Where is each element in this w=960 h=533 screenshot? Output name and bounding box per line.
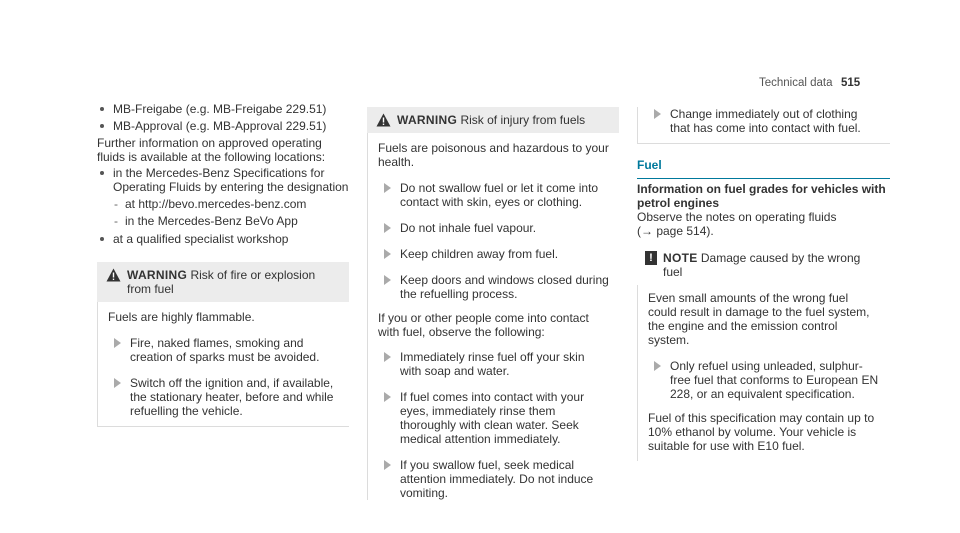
section-title: Technical data — [759, 77, 833, 89]
dash-item: - at http://bevo.mercedes-benz.com — [97, 197, 349, 211]
observe-text: Observe the notes on operating fluids — [637, 210, 837, 224]
step-item: Immediately rinse fuel off your skin with soap and water. — [378, 350, 609, 378]
note-heading: Damage caused by the wrong fuel — [663, 251, 861, 279]
step-item: Switch off the ignition and, if available, the stationary heater, before and while refuelling the vehicle. — [108, 376, 339, 418]
contact-paragraph: If you or other people come into contact with fuel, observe the following: — [378, 311, 589, 339]
step-item: Keep children away from fuel. — [378, 247, 609, 261]
further-info-text: Further information on approved operating fluids is available at the following locations: — [97, 136, 326, 164]
warning-box-body — [97, 302, 349, 427]
warning-title: WARNING — [127, 268, 188, 282]
ethanol-text: Fuel of this specification may contain up to 10% ethanol by volume. Your vehicle is suitable for use with E10 fuel. — [648, 411, 875, 453]
note-box — [637, 245, 890, 461]
bullet-item: in the Mercedes-Benz Specifications for Operating Fluids by entering the designation — [97, 166, 349, 194]
step-item: Do not inhale fuel vapour. — [378, 221, 609, 235]
warning-icon — [106, 268, 121, 282]
step-item: Fire, naked flames, smoking and creation of sparks must be avoided. — [108, 336, 339, 364]
note-box-body — [637, 285, 890, 461]
warning-box-header — [97, 262, 349, 302]
page-number: 515 — [841, 77, 861, 89]
bullet-item: MB-Approval (e.g. MB-Approval 229.51) — [97, 119, 349, 133]
warning-heading: Risk of fire or explosion from fuel — [127, 268, 316, 296]
warning-box-fire — [97, 262, 349, 427]
warning-box-continued — [637, 107, 890, 144]
note-box-header — [637, 245, 890, 285]
step-item: Change immediately out of clothing that has come into contact with fuel. — [648, 107, 880, 135]
warning-title: WARNING — [397, 113, 458, 127]
column-middle — [367, 107, 619, 500]
fuel-info-section — [637, 182, 890, 461]
dash-item: - in the Mercedes-Benz BeVo App — [97, 214, 349, 228]
note-icon: ! — [645, 251, 657, 265]
fuel-subheading: Information on fuel grades for vehicles with petrol engines — [637, 182, 886, 210]
bullet-item: MB-Freigabe (e.g. MB-Freigabe 229.51) — [97, 102, 349, 116]
fuel-heading: Fuel — [637, 158, 890, 179]
step-item: Do not swallow fuel or let it come into contact with skin, eyes or clothing. — [378, 181, 609, 209]
warning-box-fuel — [367, 107, 619, 500]
column-left — [97, 102, 349, 427]
warning-box-body — [367, 133, 619, 500]
note-title: NOTE — [663, 251, 698, 265]
step-item: Only refuel using unleaded, sulphur-free fuel that conforms to European EN 228, or an equivalent specification. — [648, 359, 880, 401]
page-reference-link[interactable]: (→ page 514). — [637, 224, 714, 238]
column-right — [637, 107, 890, 144]
bullet-item: at a qualified specialist workshop — [97, 232, 349, 246]
step-item: If you swallow fuel, seek medical attention immediately. Do not induce vomiting. — [378, 458, 609, 500]
warning-heading: Risk of injury from fuels — [460, 113, 586, 127]
warning-body-text: Fuels are highly flammable. — [108, 310, 255, 324]
warning-box-header — [367, 107, 619, 133]
warning-icon — [376, 113, 391, 127]
warning-intro-text: Fuels are poisonous and hazardous to your health. — [378, 141, 609, 169]
step-item: Keep doors and windows closed during the refuelling process. — [378, 273, 609, 301]
note-body-text: Even small amounts of the wrong fuel could result in damage to the fuel system, the engine and the emission control system. — [648, 291, 870, 347]
step-item: If fuel comes into contact with your eyes, immediately rinse them thoroughly with clean water. Seek medical attention immediately. — [378, 390, 609, 446]
